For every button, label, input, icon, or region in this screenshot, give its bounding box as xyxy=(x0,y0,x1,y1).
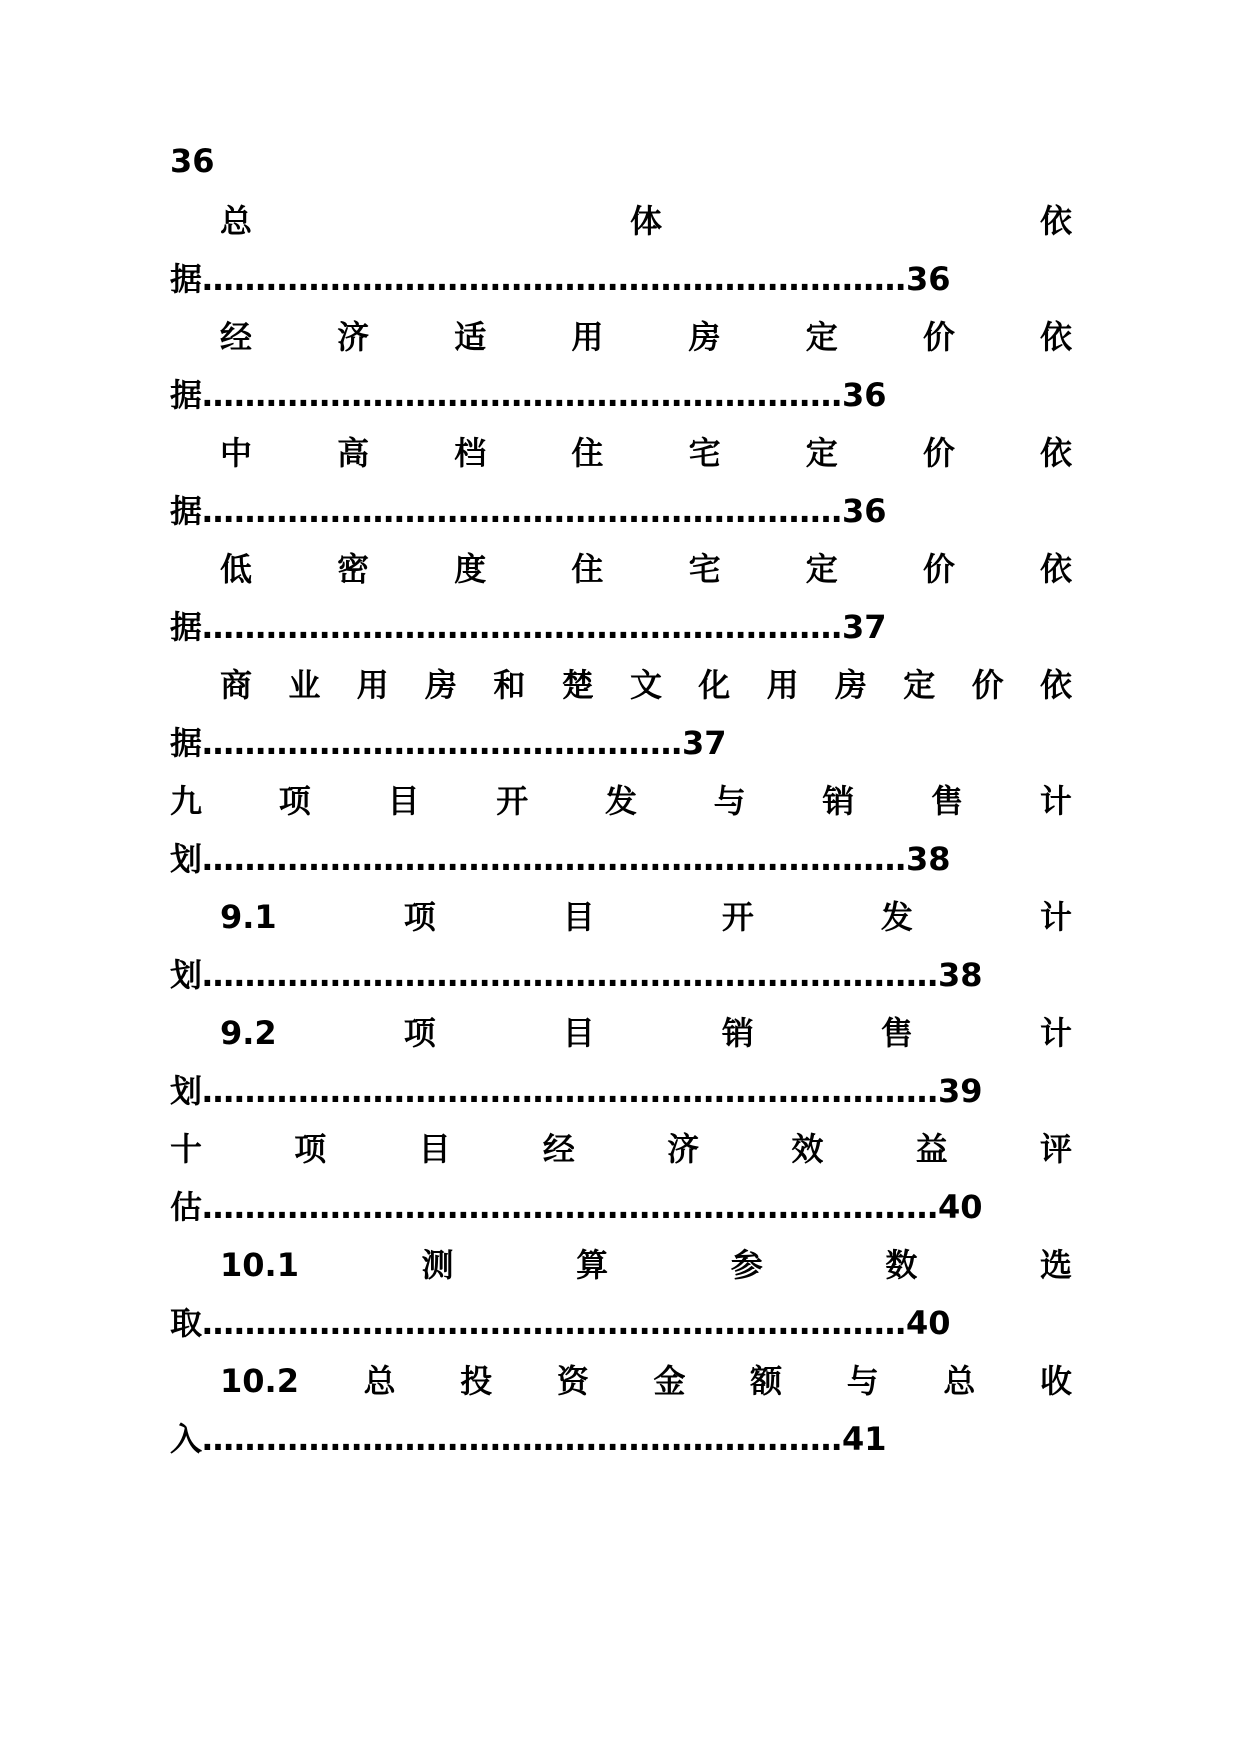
toc-entry-leader: 据……………………………………………………36 xyxy=(170,492,887,530)
toc-word: 投 xyxy=(460,1362,493,1400)
toc-word: 目 xyxy=(387,782,420,820)
toc-word: 总 xyxy=(363,1362,396,1400)
toc-entry-leader: 划……………………………………………………………38 xyxy=(170,956,983,994)
toc-word: 度 xyxy=(454,550,487,588)
toc-word: 十 xyxy=(170,1130,203,1168)
toc-word: 10.1 xyxy=(220,1246,299,1284)
toc-word: 评 xyxy=(1039,1130,1072,1168)
toc-word: 算 xyxy=(576,1246,609,1284)
toc-word: 依 xyxy=(1039,666,1072,704)
toc-entry-heading xyxy=(220,196,1072,246)
toc-word: 发 xyxy=(604,782,637,820)
toc-word: 依 xyxy=(1039,550,1072,588)
toc-word: 楚 xyxy=(561,666,594,704)
toc-word: 济 xyxy=(667,1130,700,1168)
toc-entry-leader: 据…………………………………………………………36 xyxy=(170,260,951,298)
toc-word: 中 xyxy=(220,434,253,472)
toc-word: 高 xyxy=(337,434,370,472)
toc-entry-heading xyxy=(220,312,1072,362)
toc-word: 计 xyxy=(1039,898,1072,936)
toc-word: 销 xyxy=(822,782,855,820)
toc-word: 测 xyxy=(421,1246,454,1284)
toc-word: 用 xyxy=(766,666,799,704)
toc-word: 定 xyxy=(805,434,838,472)
toc-word: 定 xyxy=(805,550,838,588)
toc-word: 档 xyxy=(454,434,487,472)
toc-word: 房 xyxy=(424,666,457,704)
toc-word: 住 xyxy=(571,550,604,588)
toc-word: 计 xyxy=(1039,782,1072,820)
toc-word: 依 xyxy=(1039,202,1072,240)
toc-word: 文 xyxy=(629,666,662,704)
toc-word: 适 xyxy=(454,318,487,356)
toc-word: 9.1 xyxy=(220,898,277,936)
toc-word: 用 xyxy=(356,666,389,704)
toc-entry-heading xyxy=(220,892,1072,942)
toc-word: 计 xyxy=(1039,1014,1072,1052)
toc-entry-heading xyxy=(220,428,1072,478)
toc-word: 价 xyxy=(971,666,1004,704)
toc-entry-heading xyxy=(220,1240,1072,1290)
toc-word: 商 xyxy=(220,666,253,704)
toc-word: 房 xyxy=(688,318,721,356)
toc-word: 售 xyxy=(931,782,964,820)
toc-word: 资 xyxy=(556,1362,589,1400)
toc-word: 经 xyxy=(542,1130,575,1168)
toc-entry-leader: 估……………………………………………………………40 xyxy=(170,1188,983,1226)
toc-entry-leader: 据……………………………………………………36 xyxy=(170,376,887,414)
toc-word: 体 xyxy=(629,202,662,240)
toc-word: 和 xyxy=(493,666,526,704)
toc-word: 开 xyxy=(496,782,529,820)
toc-entry-heading xyxy=(220,544,1072,594)
toc-word: 益 xyxy=(915,1130,948,1168)
toc-word: 低 xyxy=(220,550,253,588)
toc-word: 经 xyxy=(220,318,253,356)
toc-word: 额 xyxy=(750,1362,783,1400)
toc-entry-heading xyxy=(220,660,1072,710)
toc-entry-heading xyxy=(220,1008,1072,1058)
toc-word: 与 xyxy=(713,782,746,820)
toc-word: 定 xyxy=(805,318,838,356)
toc-word: 收 xyxy=(1039,1362,1072,1400)
toc-chapter-heading xyxy=(170,1124,1072,1174)
toc-word: 数 xyxy=(885,1246,918,1284)
toc-chapter-heading xyxy=(170,776,1072,826)
toc-word: 宅 xyxy=(688,550,721,588)
toc-word: 开 xyxy=(721,898,754,936)
toc-word: 选 xyxy=(1039,1246,1072,1284)
toc-word: 金 xyxy=(653,1362,686,1400)
toc-entry-leader: 取…………………………………………………………40 xyxy=(170,1304,951,1342)
toc-word: 依 xyxy=(1039,318,1072,356)
toc-word: 目 xyxy=(562,898,595,936)
toc-word: 总 xyxy=(220,202,253,240)
toc-word: 10.2 xyxy=(220,1362,299,1400)
toc-word: 定 xyxy=(903,666,936,704)
toc-entry-leader: 据……………………………………………………37 xyxy=(170,608,887,646)
toc-entry-leader: 划…………………………………………………………38 xyxy=(170,840,951,878)
toc-word: 价 xyxy=(922,318,955,356)
toc-entry-leader: 入……………………………………………………41 xyxy=(170,1420,887,1458)
toc-word: 密 xyxy=(337,550,370,588)
toc-word: 项 xyxy=(403,1014,436,1052)
toc-word: 住 xyxy=(571,434,604,472)
toc-word: 项 xyxy=(278,782,311,820)
toc-entry-leader: 据………………………………………37 xyxy=(170,724,727,762)
toc-entry-leader: 划……………………………………………………………39 xyxy=(170,1072,983,1110)
toc-word: 价 xyxy=(922,434,955,472)
toc-word: 业 xyxy=(288,666,321,704)
toc-word: 销 xyxy=(721,1014,754,1052)
toc-word: 9.2 xyxy=(220,1014,277,1052)
toc-word: 用 xyxy=(571,318,604,356)
toc-word: 宅 xyxy=(688,434,721,472)
toc-word: 售 xyxy=(880,1014,913,1052)
toc-word: 与 xyxy=(846,1362,879,1400)
toc-entry-heading xyxy=(220,1356,1072,1406)
toc-word: 效 xyxy=(791,1130,824,1168)
toc-word: 价 xyxy=(922,550,955,588)
toc-word: 化 xyxy=(698,666,731,704)
toc-word: 目 xyxy=(418,1130,451,1168)
toc-word: 总 xyxy=(943,1362,976,1400)
toc-word: 项 xyxy=(294,1130,327,1168)
page-number-continued: 36 xyxy=(170,142,215,180)
toc-word: 目 xyxy=(562,1014,595,1052)
toc-word: 参 xyxy=(730,1246,763,1284)
toc-word: 项 xyxy=(403,898,436,936)
toc-word: 发 xyxy=(880,898,913,936)
toc-word: 济 xyxy=(337,318,370,356)
toc-word: 九 xyxy=(170,782,203,820)
toc-word: 房 xyxy=(834,666,867,704)
toc-word: 依 xyxy=(1039,434,1072,472)
